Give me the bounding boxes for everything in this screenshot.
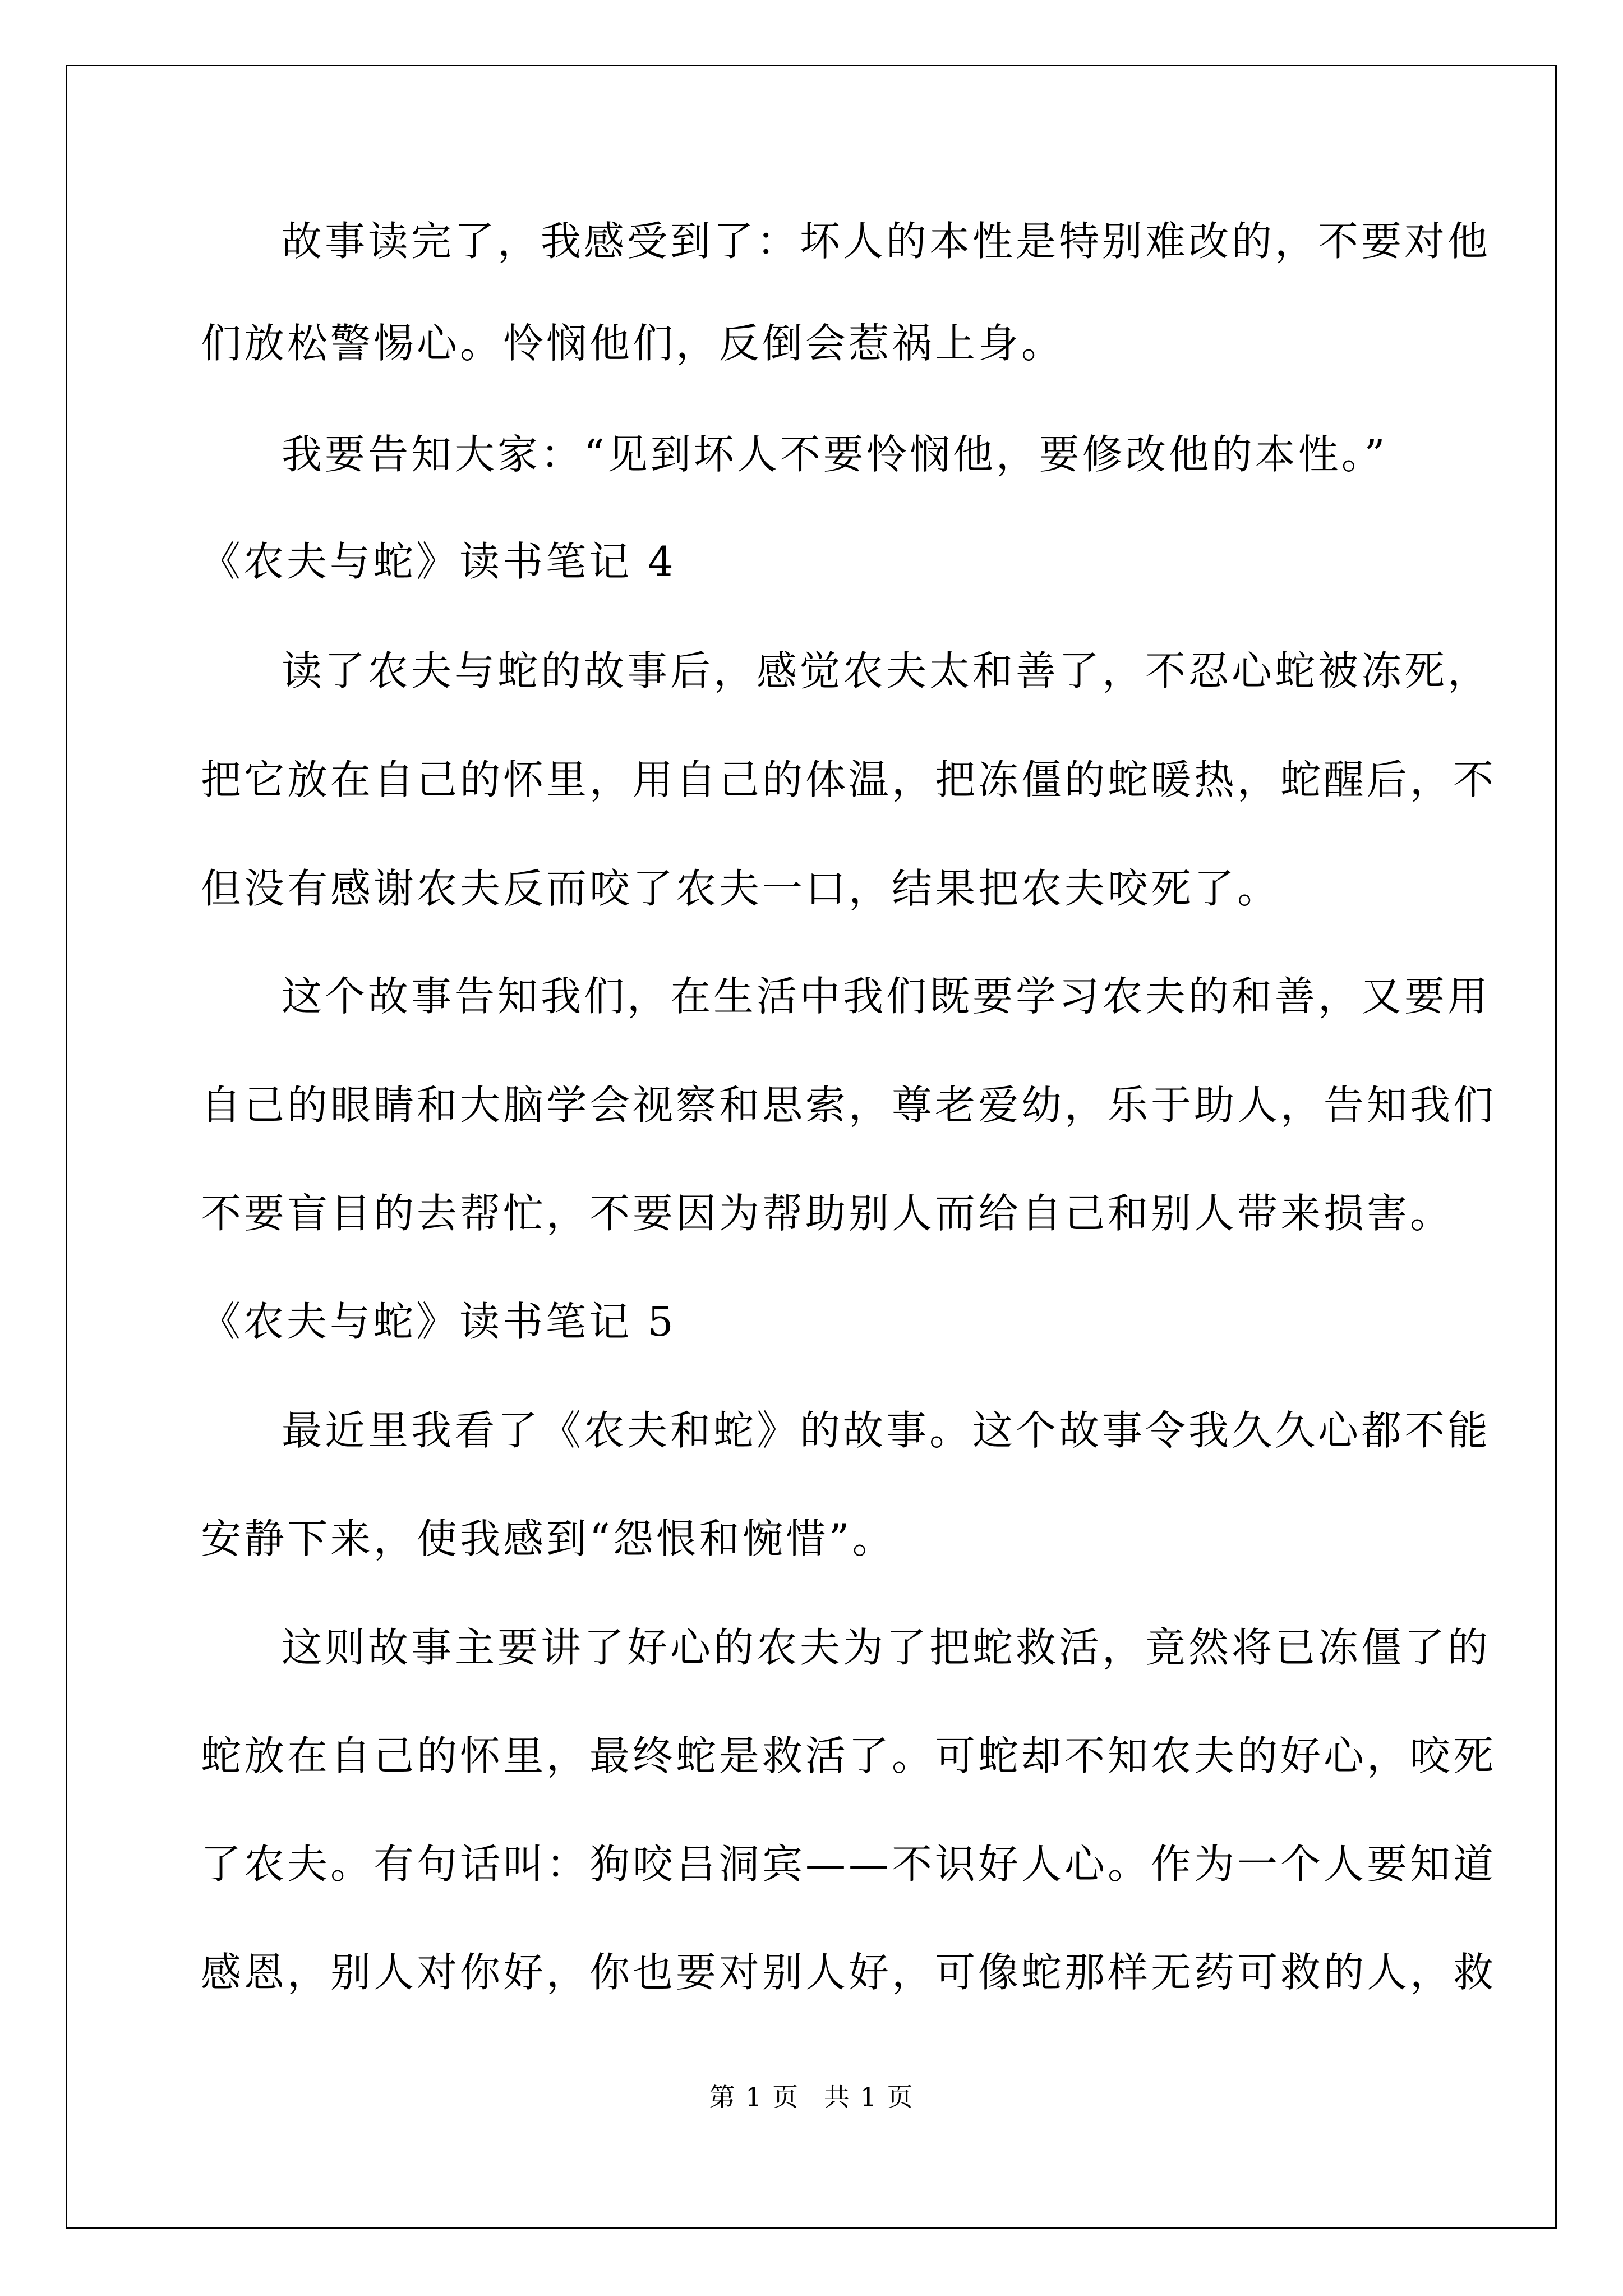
paragraph-line: 不要盲目的去帮忙，不要因为帮助别人而给自己和别人带来损害。	[201, 1190, 1454, 1237]
paragraph-line: 自己的眼睛和大脑学会视察和思索，尊老爱幼，乐于助人，告知我们	[201, 1082, 1497, 1129]
paragraph-line: 故事读完了，我感受到了：坏人的本性是特别难改的，不要对他	[282, 218, 1491, 265]
paragraph-line: 们放松警惕心。怜悯他们，反倒会惹祸上身。	[201, 320, 1065, 367]
paragraph-line: 读了农夫与蛇的故事后，感觉农夫太和善了，不忍心蛇被冻死，	[282, 647, 1491, 694]
section-heading: 《农夫与蛇》读书笔记 5	[200, 1298, 676, 1345]
paragraph-line: 这则故事主要讲了好心的农夫为了把蛇救活，竟然将已冻僵了的	[282, 1624, 1491, 1671]
page-number: 第 1 页	[709, 2082, 799, 2112]
paragraph-line: 蛇放在自己的怀里，最终蛇是救活了。可蛇却不知农夫的好心，咬死	[201, 1732, 1497, 1779]
paragraph-line: 安静下来，使我感到“怨恨和惋惜”。	[201, 1515, 896, 1562]
page-footer	[0, 2080, 1623, 2114]
section-heading: 《农夫与蛇》读书笔记 4	[200, 538, 676, 585]
paragraph-line: 把它放在自己的怀里，用自己的体温，把冻僵的蛇暖热，蛇醒后，不	[201, 756, 1497, 803]
paragraph-line: 感恩，别人对你好，你也要对别人好，可像蛇那样无药可救的人，救	[201, 1949, 1497, 1996]
page-total: 共 1 页	[824, 2082, 914, 2112]
paragraph-line: 最近里我看了《农夫和蛇》的故事。这个故事令我久久心都不能	[282, 1407, 1491, 1454]
paragraph-line: 了农夫。有句话叫：狗咬吕洞宾——不识好人心。作为一个人要知道	[201, 1841, 1497, 1888]
page-border	[66, 65, 1557, 2229]
paragraph-line: 但没有感谢农夫反而咬了农夫一口，结果把农夫咬死了。	[201, 865, 1281, 912]
paragraph-line: 我要告知大家：“见到坏人不要怜悯他，要修改他的本性。”	[282, 431, 1388, 478]
paragraph-line: 这个故事告知我们，在生活中我们既要学习农夫的和善，又要用	[282, 973, 1491, 1020]
